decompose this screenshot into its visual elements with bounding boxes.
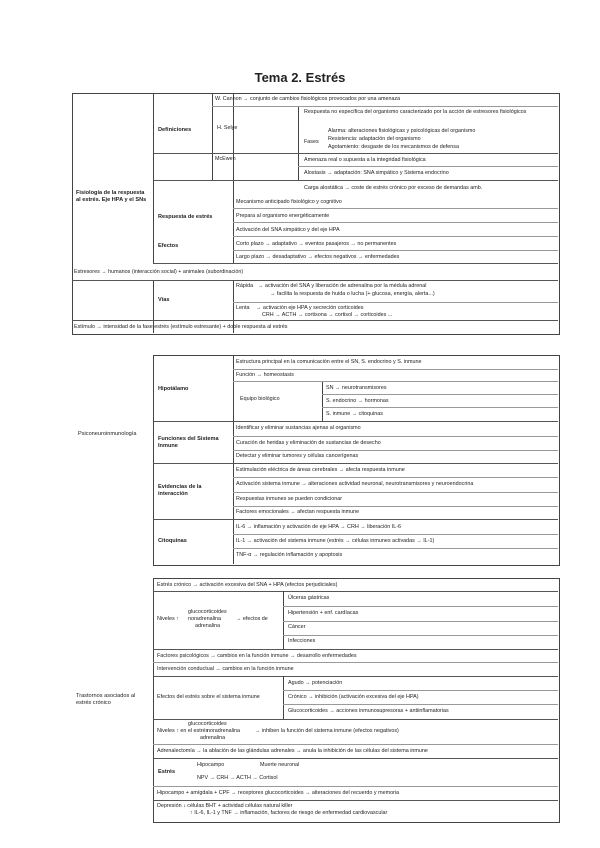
citoquinas-line-2: IL-1 → activación del sistema inmune (estrés → células inmunes activadas → IL-1) (236, 538, 435, 544)
via-lenta-line-1: → activación eje HPA y secreción corticoides (256, 305, 364, 311)
via-rapida-label: Rápida (236, 283, 254, 289)
equipo-biologico-label: Equipo biológico (240, 396, 280, 402)
efectos-line-1: Corto plazo → adaptativo → eventos pasajeros → no permanentes (236, 241, 397, 247)
niveles-label: Niveles ↑ (157, 616, 179, 622)
depresion-line-2: ↑ IL-6, IL-1 y TNF → inflamación, factores de riesgo de enfermedad cardiovascular (190, 810, 388, 816)
estres-hipocampo: Hipocampo (197, 762, 225, 768)
evidencias-line-3: Respuestas inmunes se pueden condicionar (236, 496, 343, 502)
selye-fase-3: Agotamiento: desgaste de los mecanismos de defensa (328, 144, 459, 150)
funciones-line-1: Identificar y eliminar sustancias ajenas al organismo (236, 425, 361, 431)
niveles-efectos-label: → efectos de (236, 616, 268, 622)
vias-label: Vías (158, 297, 170, 303)
efectos-si-2: Crónico → inhibición (activación excesiva del eje HPA) (288, 694, 419, 700)
via-rapida-line-2: → facilita la respuesta de huida o lucha (+ glucosa, energía, alerta...) (270, 291, 435, 297)
respuesta-line-2: Prepara al organismo energéticamente (236, 213, 330, 219)
citoquinas-line-1: IL-6 → inflamación y activación de eje HPA → CRH → liberación IL-6 (236, 524, 401, 530)
evidencias-line-1: Estimulación eléctrica de áreas cerebrales → afecta respuesta inmune (236, 467, 405, 473)
evidencias-line-2: Activación sistema inmune → alteraciones actividad neuronal, neurotransmisores y neuroendocrina (236, 481, 474, 487)
factores-text: Factores psicológicos → cambios en la función inmune → desarrollo enfermedades (157, 653, 357, 659)
efectos-label: Efectos (158, 243, 179, 249)
niveles-item-2: noradrenalina (188, 616, 221, 622)
niveles2-label: Niveles ↑ en el estrés (157, 728, 209, 734)
citoquinas-label: Citoquinas (158, 538, 187, 544)
selye-label: H. Selye (217, 125, 238, 131)
equipo-endocrino: S. endocrino → hormonas (326, 398, 389, 404)
niveles-item-1: glucocorticoides (188, 609, 227, 615)
section-fisiologia-label: Fisiología de la respuesta al estrés. Eje HPA y el SNs (76, 190, 147, 203)
niveles-item-3: adrenalina (195, 623, 221, 629)
respuesta-label: Respuesta de estrés (158, 214, 213, 220)
efectos-si-1: Agudo → potenciación (288, 680, 343, 686)
selye-definition: Respuesta no específica del organismo caracterizado por la acción de estresores fisiológicos (304, 109, 527, 115)
evidencias-label: Evidencias de la interacción (158, 484, 202, 497)
depresion-line-1: Depresión ↓ células BHT + actividad células natural killer (157, 803, 293, 809)
efectos-line-2: Largo plazo → desadaptativo → efectos negativos → enfermedades (236, 254, 400, 260)
via-lenta-line-2: CRH → ACTH → cortisona → cortisol → corticoides ... (262, 312, 393, 318)
evidencias-line-4: Factores emocionales → afectan respuesta inmune (236, 509, 360, 515)
mcewen-label: McEwen (215, 156, 236, 162)
respuesta-line-3: Activación del SNA simpático y del eje HPA (236, 227, 340, 233)
cannon-definition: W. Cannon → conjunto de cambios fisiológicos provocados por una amenaza (215, 96, 401, 102)
estres-muerte-neuronal: Muerte neuronal (260, 762, 300, 768)
niveles2-item-1: glucocorticoides (188, 721, 227, 727)
niveles2-item-2: noradrenalina (207, 728, 240, 734)
niveles-right-4: Infecciones (288, 638, 316, 644)
niveles-right-3: Cáncer (288, 624, 306, 630)
funciones-label: Funciones del Sistema Inmune (158, 436, 219, 449)
definiciones-label: Definiciones (158, 127, 192, 133)
niveles-right-1: Úlceras gástricas (288, 595, 330, 601)
niveles2-effect: → inhiben la función del sistema inmune (efectos negativos) (255, 728, 399, 734)
hipotalamo-line-2: Función → homeostasis (236, 372, 294, 378)
estres-cronico-text: Estrés crónico → activación excesiva del SNA + HPA (efectos perjudiciales) (157, 582, 338, 588)
efectos-si-3: Glucocorticoides → acciones inmunosupresoras + antiinflamatorias (288, 708, 449, 714)
section-trastornos-label: Trastornos asociados al estrés crónico (76, 693, 136, 706)
hipotalamo-label: Hipotálamo (158, 386, 189, 392)
selye-fases-label: Fases (304, 139, 319, 145)
mcewen-line-1: Amenaza real o supuesta a la integridad fisiológica (304, 157, 426, 163)
citoquinas-line-3: TNF-α → regulación inflamación y apoptosis (236, 552, 343, 558)
niveles-right-2: Hipertensión + enf. cardíacas (288, 610, 359, 616)
page-title: Tema 2. Estrés (254, 70, 346, 85)
selye-fase-2: Resistencia: adaptación del organismo (328, 136, 421, 142)
hipotalamo-line-1: Estructura principal en la comunicación entre el SN, S. endocrino y S. inmune (236, 359, 422, 365)
adrenalectomia-text: Adrenalectomía → la ablación de las glándulas adrenales → anula la inhibición de las células del sistema inmune (157, 748, 428, 754)
via-lenta-label: Lenta (236, 305, 250, 311)
intervencion-text: Intervención conductual → cambios en la función inmune (157, 666, 294, 672)
equipo-sn: SN → neurotransmisores (326, 385, 387, 391)
niveles2-item-3: adrenalina (200, 735, 226, 741)
hipocampo-text: Hipocampo + amígdala + CPF → receptores glucocorticoides → alteraciones del recuerdo y memoria (157, 790, 400, 796)
section-psiconeuro-label: Psiconeuroinmunología (78, 431, 137, 437)
efectos-si-label: Efectos del estrés sobre el sistema inmune (157, 694, 260, 700)
funciones-line-2: Curación de heridas y eliminación de sustancias de desecho (236, 440, 381, 446)
estres-eje: NPV → CRH → ACTH → Cortisol (197, 775, 278, 781)
selye-fase-1: Alarma: alteraciones fisiológicas y psicológicas del organismo (328, 128, 476, 134)
mcewen-line-2: Alostasis → adaptación: SNA simpático y Sistema endocrino (304, 170, 449, 176)
estresores-text: Estresores → humanos (interacción social) + animales (subordinación) (74, 269, 244, 275)
respuesta-line-1: Mecanismo anticipado fisiológico y cognitivo (236, 199, 342, 205)
funciones-line-3: Detectar y eliminar tumores y células cancerígenas (236, 453, 359, 459)
estimulo-text: Estímulo → intensidad de la fase estrés (estímulo estresante) + doble respuesta al estrés (74, 324, 288, 330)
estres-label: Estrés (158, 769, 176, 775)
mcewen-line-3: Carga alostática → coste de estrés crónico por exceso de demandas amb. (304, 185, 483, 191)
via-rapida-line-1: → activación del SNA y liberación de adrenalina por la médula adrenal (258, 283, 427, 289)
equipo-inmune: S. inmune → citoquinas (326, 411, 383, 417)
